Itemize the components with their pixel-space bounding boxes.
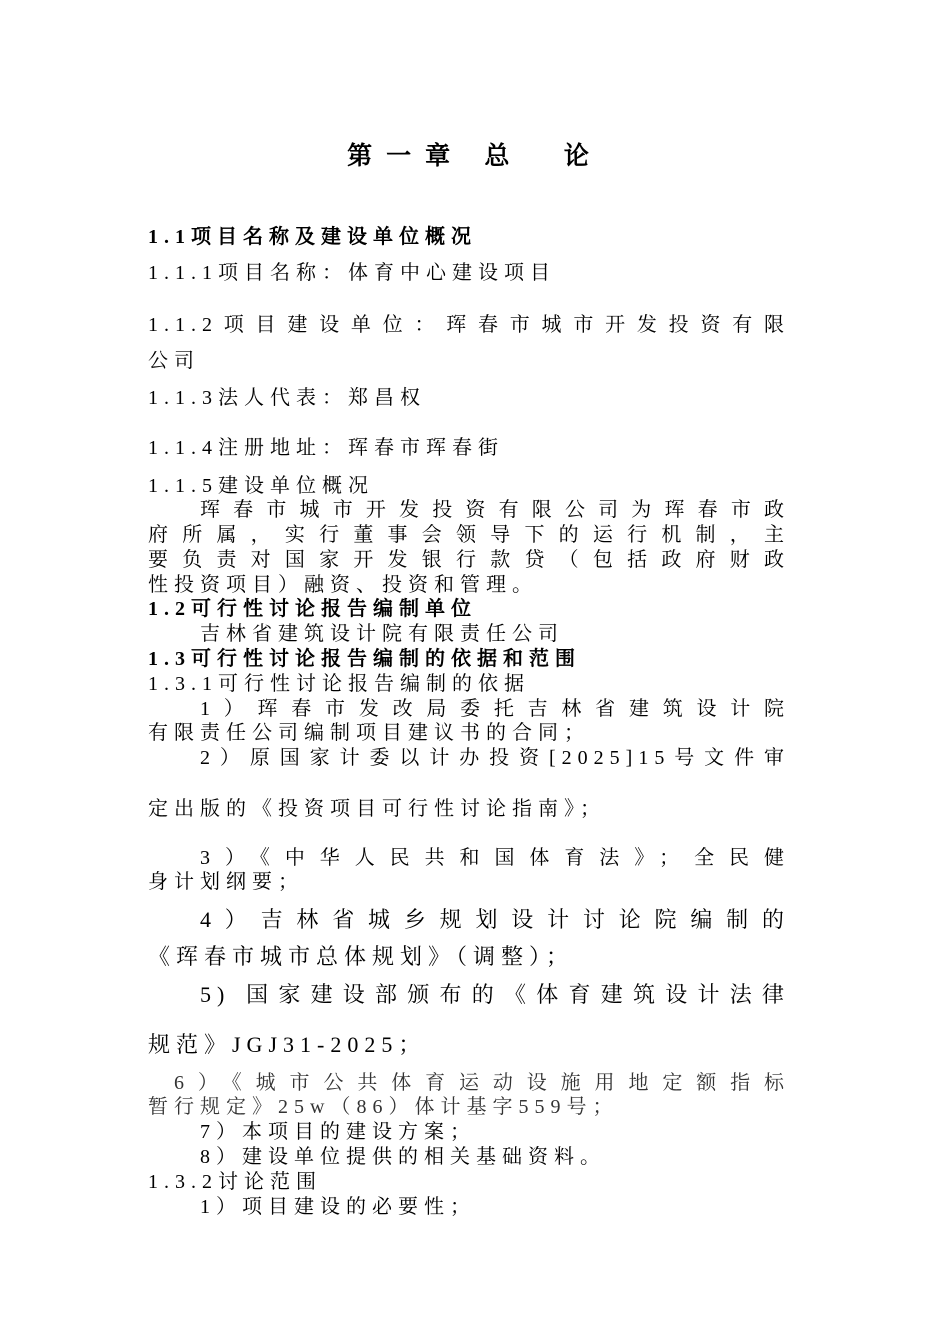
basis-heading: 1.3.1可行性讨论报告编制的依据 bbox=[148, 673, 530, 695]
section-heading-1-3: 1.3可行性讨论报告编制的依据和范围 bbox=[148, 648, 581, 670]
scope-item-line: 1）项目建设的必要性； bbox=[200, 1196, 476, 1218]
section-heading-1-2: 1.2可行性讨论报告编制单位 bbox=[148, 598, 477, 620]
basis-item-line: 7）本项目的建设方案； bbox=[200, 1121, 476, 1143]
overview-paragraph-line: 性投资项目）融资、投资和管理。 bbox=[148, 574, 538, 596]
overview-paragraph-line: 要负责对国家开发银行款贷（包括政府财政 bbox=[148, 549, 790, 571]
basis-item-line: 身计划纲要； bbox=[148, 871, 304, 893]
basis-item-line: 3）《中华人民共和国体育法》；全民健 bbox=[200, 847, 790, 869]
basis-item-line: 8）建设单位提供的相关基础资料。 bbox=[200, 1146, 606, 1168]
overview-paragraph-line: 府所属，实行董事会领导下的运行机制，主 bbox=[148, 524, 790, 546]
basis-item-line: 规范》JGJ31-2025； bbox=[148, 1032, 427, 1057]
basis-item-line: 暂行规定》25w（86）体计基字559号； bbox=[148, 1096, 619, 1118]
basis-item-line: 5) 国家建设部颁布的《体育建筑设计法律 bbox=[200, 982, 790, 1007]
basis-item-line: 定出版的《投资项目可行性讨论指南》； bbox=[148, 798, 606, 820]
compiler-unit-line: 吉林省建筑设计院有限责任公司 bbox=[200, 623, 564, 645]
basis-item-line: 1）珲春市发改局委托吉林省建筑设计院 bbox=[200, 698, 790, 720]
basis-item-line: 6）《城市公共体育运动设施用地定额指标 bbox=[174, 1072, 790, 1094]
unit-overview-heading: 1.1.5建设单位概况 bbox=[148, 475, 374, 497]
project-name-line: 1.1.1项目名称：体育中心建设项目 bbox=[148, 262, 556, 284]
builder-unit-line-cont: 公司 bbox=[148, 350, 200, 372]
overview-paragraph-line: 珲春市城市开发投资有限公司为珲春市政 bbox=[200, 499, 790, 521]
chapter-title: 第一章 总 论 bbox=[347, 143, 603, 170]
scope-heading: 1.3.2讨论范围 bbox=[148, 1171, 322, 1193]
legal-rep-line: 1.1.3法人代表：郑昌权 bbox=[148, 387, 426, 409]
basis-item-line: 《珲春市城市总体规划》（调整）； bbox=[148, 944, 575, 969]
builder-unit-line: 1.1.2项目建设单位：珲春市城市开发投资有限 bbox=[148, 314, 790, 336]
basis-item-line: 2）原国家计委以计办投资[2025]15号文件审 bbox=[200, 747, 790, 769]
address-line: 1.1.4注册地址：珲春市珲春街 bbox=[148, 437, 504, 459]
section-heading-1-1: 1.1项目名称及建设单位概况 bbox=[148, 226, 477, 248]
basis-item-line: 4）吉林省城乡规划设计讨论院编制的 bbox=[200, 907, 790, 932]
basis-item-line: 有限责任公司编制项目建议书的合同； bbox=[148, 722, 590, 744]
